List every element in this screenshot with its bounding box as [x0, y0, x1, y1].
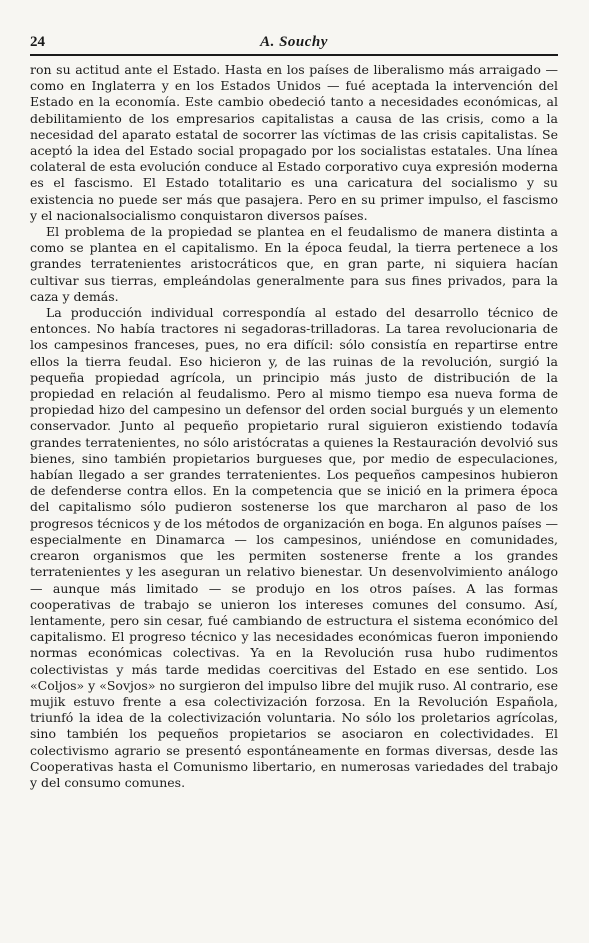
book-page: [30, 30, 558, 791]
paragraph-individual-production: La producción individual correspondía al estado del desarrollo técnico de entonces. No había tractores ni segadoras-trilladoras. La tarea revolucionaria de los campesinos franceses, pues, no era difícil: sólo consistía en repartirse entre ellos la tierra feudal. Eso hicieron y, de las ruinas de la revolución, surgió la pequeña propiedad agrícola, un principio más justo de distribución de la propiedad en relación al feudalismo. Pero al mismo tiempo esa nueva forma de propiedad hizo del campesino un defensor del orden social burgués y un elemento conservador. Junto al pequeño propietario rural siguieron existiendo todavía grandes terratenientes, no sólo aristócratas a quienes la Restauración devolvió sus bienes, sino también propietarios burgueses que, por medio de especulaciones, habían llegado a ser grandes terratenientes. Los pequeños campesinos hubieron de defenderse contra ellos. En la competencia que se inició en la primera época del capitalismo sólo pudieron sostenerse los que marcharon al paso de los progresos técnicos y de los métodos de organización en boga. En algunos países — especialmente en Dinamarca — los campesinos, uniéndose en comunidades, crearon organismos que les permiten sostenerse frente a los grandes terratenientes y les aseguran un relativo bienestar. Un desenvolvimiento análogo — aunque más limitado — se produjo en los otros países. A las formas cooperativas de trabajo se unieron los intereses comunes del consumo. Así, lentamente, pero sin cesar, fué cambiando de estructura el sistema económico del capitalismo. El progreso técnico y las necesidades económicas fueron imponiendo normas económicas colectivas. Ya en la Revolución rusa hubo rudimentos colectivistas y más tarde medidas coercitivas del Estado en ese sentido. Los «Coljos» y «Sovjos» no surgieron del impulso libre del mujik ruso. Al contrario, ese mujik estuvo frente a esa colectivización forzosa. En la Revolución Española, triunfó la idea de la colectivización voluntaria. No sólo los proletarios agrícolas, sino también los pequeños propietarios se asociaron en colectividades. El colectivismo agrario se presentó espontáneamente en formas diversas, desde las Cooperativas hasta el Comunismo libertario, en numerosas variedades del trabajo y del consumo comunes.: [30, 305, 558, 790]
paragraph-property-feudalism: El problema de la propiedad se plantea en el feudalismo de manera distinta a como se plantea en el capitalismo. En la época feudal, la tierra pertenece a los grandes terratenientes aristocráticos que, en gran parte, ni siquiera hacían cultivar sus tierras, empleándolas generalmente para sus fines privados, para la caza y demás.: [30, 224, 558, 304]
running-head-author: A. Souchy: [260, 34, 328, 50]
body-text: [30, 62, 558, 791]
page-header: [30, 30, 558, 56]
paragraph-continued: ron su actitud ante el Estado. Hasta en los países de liberalismo más arraigado — como en Inglaterra y en los Estados Unidos — fué aceptada la intervención del Estado en la economía. Este cambio obedeció tanto a necesidades económicas, al debilitamiento de los empresarios capitalistas a causa de las crisis, como a la necesidad del aparato estatal de socorrer las víctimas de las crisis capitalistas. Se aceptó la idea del Estado social propagado por los socialistas estatales. Una línea colateral de esta evolución conduce al Estado corporativo cuya expresión moderna es el fascismo. El Estado totalitario es una caricatura del socialismo y su existencia no puede ser más que pasajera. Pero en su primer impulso, el fascismo y el nacionalsocialismo conquistaron diversos países.: [30, 62, 558, 223]
page-number: 24: [30, 34, 45, 50]
